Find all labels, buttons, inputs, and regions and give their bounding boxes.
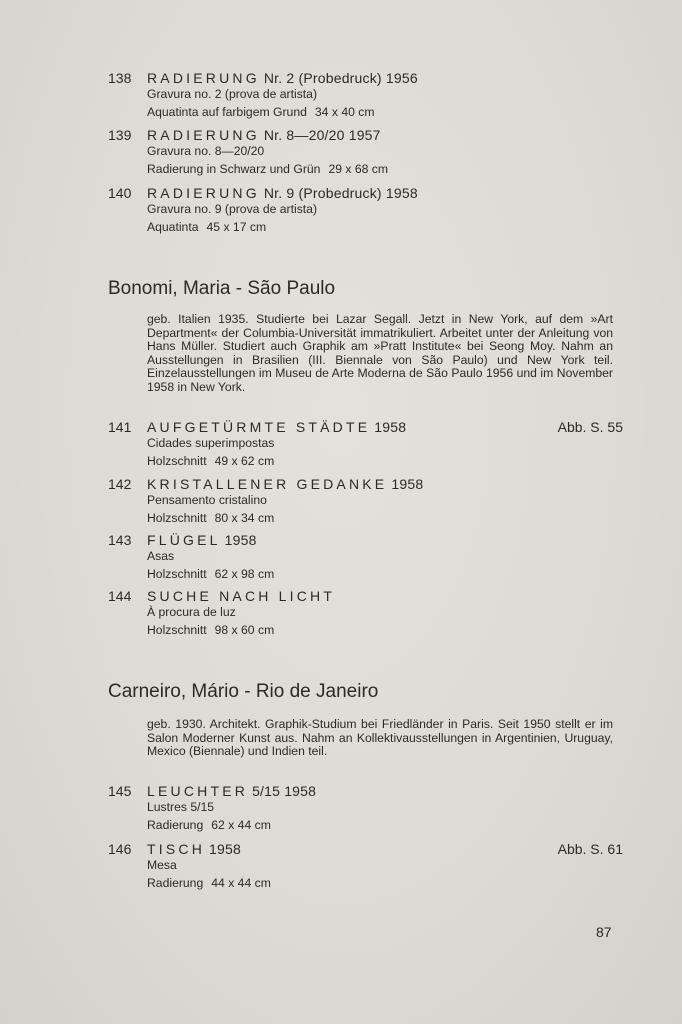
entry-dimensions: 98 x 60 cm — [214, 623, 275, 637]
artist-bio-bonomi: geb. Italien 1935. Studierte bei Lazar Segall. Jetzt in New York, auf dem »Art Department« der Columbia-Universität immatrikuliert. Arbeitet unter der Anleitung von Hans Müller. Studiert auch Graphik am »Pratt Institute« bei Seong Moy. Nahm an Ausstellungen in Brasilien (III. Biennale von São Paulo) und New York teil. Einzelausstellungen im Museu de Arte Moderna de São Paulo 1956 und im November 1958 in New York. — [147, 312, 613, 394]
entry-technique-line — [147, 817, 617, 833]
entry-subtitle: Asas — [147, 549, 175, 563]
entry-title-meta: 1958 — [209, 841, 241, 857]
entry-title-meta: Nr. 2 (Probedruck) 1956 — [263, 70, 418, 86]
entry-technique-line — [147, 161, 617, 177]
entry-title — [147, 127, 617, 143]
entry-title-caps: LEUCHTER — [147, 783, 249, 799]
entry-title — [147, 185, 617, 201]
entry-number: 142 — [108, 476, 132, 492]
entry-title-caps: TISCH — [147, 841, 205, 857]
entry-technique: Holzschnitt — [147, 454, 207, 468]
entry-technique: Radierung in Schwarz und Grün — [147, 162, 321, 176]
entry-number: 146 — [108, 841, 132, 857]
entry-technique: Aquatinta — [147, 220, 199, 234]
entry-title-meta: 5/15 1958 — [252, 783, 317, 799]
entry-number: 145 — [108, 783, 132, 799]
entry-dimensions: 62 x 98 cm — [214, 567, 275, 581]
entry-title — [147, 70, 617, 86]
artist-heading-bonomi: Bonomi, Maria - São Paulo — [108, 278, 336, 299]
entry-technique-line — [147, 875, 617, 891]
entry-title-caps: AUFGETÜRMTE STÄDTE — [147, 419, 371, 435]
entry-number: 143 — [108, 532, 132, 548]
entry-number: 138 — [108, 70, 132, 86]
entry-subtitle: Gravura no. 2 (prova de artista) — [147, 87, 318, 101]
entry-technique: Radierung — [147, 876, 204, 890]
entry-title — [147, 419, 617, 435]
entry-dimensions: 34 x 40 cm — [314, 105, 375, 119]
entry-title — [147, 841, 617, 857]
entry-dimensions: 45 x 17 cm — [206, 220, 267, 234]
entry-technique: Holzschnitt — [147, 511, 207, 525]
illustration-reference: Abb. S. 55 — [557, 419, 623, 435]
entry-number: 139 — [108, 127, 132, 143]
entry-title-caps: KRISTALLENER GEDANKE — [147, 476, 388, 492]
entry-number: 141 — [108, 419, 132, 435]
entry-title — [147, 783, 617, 799]
entry-title-caps: FLÜGEL — [147, 532, 221, 548]
page-number: 87 — [596, 924, 612, 940]
entry-subtitle: Lustres 5/15 — [147, 800, 215, 814]
entry-title-meta: 1958 — [224, 532, 257, 548]
entry-title — [147, 588, 617, 604]
artist-heading-carneiro: Carneiro, Mário - Rio de Janeiro — [108, 681, 379, 702]
entry-technique-line — [147, 104, 617, 120]
entry-technique: Holzschnitt — [147, 623, 207, 637]
entry-technique-line — [147, 453, 617, 469]
entry-subtitle: Pensamento cristalino — [147, 493, 267, 507]
entry-title — [147, 532, 617, 548]
entry-technique-line — [147, 622, 617, 638]
entry-title — [147, 476, 617, 492]
entry-technique: Aquatinta auf farbigem Grund — [147, 105, 307, 119]
entry-number: 144 — [108, 588, 132, 604]
entry-title-caps: SUCHE NACH LICHT — [147, 588, 336, 604]
entry-subtitle: Gravura no. 9 (prova de artista) — [147, 202, 318, 216]
entry-title-meta: Nr. 8—20/20 1957 — [263, 127, 381, 143]
entry-subtitle: Cidades superimpostas — [147, 436, 275, 450]
entry-title-caps: RADIERUNG — [147, 185, 260, 201]
artist-bio-carneiro: geb. 1930. Architekt. Graphik-Studium bei Friedländer in Paris. Seit 1950 stellt er im Salon Moderner Kunst aus. Nahm an Kollektivausstellungen in Argentinien, Uruguay, Mexico (Biennale) und Indien teil. — [147, 717, 613, 759]
entry-title-meta: 1958 — [374, 419, 407, 435]
entry-technique-line — [147, 219, 617, 235]
entry-technique-line — [147, 566, 617, 582]
entry-number: 140 — [108, 185, 132, 201]
entry-subtitle: Gravura no. 8—20/20 — [147, 144, 265, 158]
entry-dimensions: 44 x 44 cm — [211, 876, 271, 890]
entry-subtitle: À procura de luz — [147, 605, 236, 619]
entry-technique: Holzschnitt — [147, 567, 207, 581]
entry-dimensions: 49 x 62 cm — [214, 454, 275, 468]
entry-title-meta: 1958 — [391, 476, 424, 492]
illustration-reference: Abb. S. 61 — [557, 841, 623, 857]
entry-technique: Radierung — [147, 818, 204, 832]
entry-title-caps: RADIERUNG — [147, 70, 260, 86]
entry-dimensions: 80 x 34 cm — [214, 511, 275, 525]
entry-title-caps: RADIERUNG — [147, 127, 260, 143]
entry-technique-line — [147, 510, 617, 526]
entry-title-meta: Nr. 9 (Probedruck) 1958 — [263, 185, 418, 201]
entry-subtitle: Mesa — [147, 858, 177, 872]
entry-dimensions: 29 x 68 cm — [328, 162, 389, 176]
entry-dimensions: 62 x 44 cm — [211, 818, 271, 832]
